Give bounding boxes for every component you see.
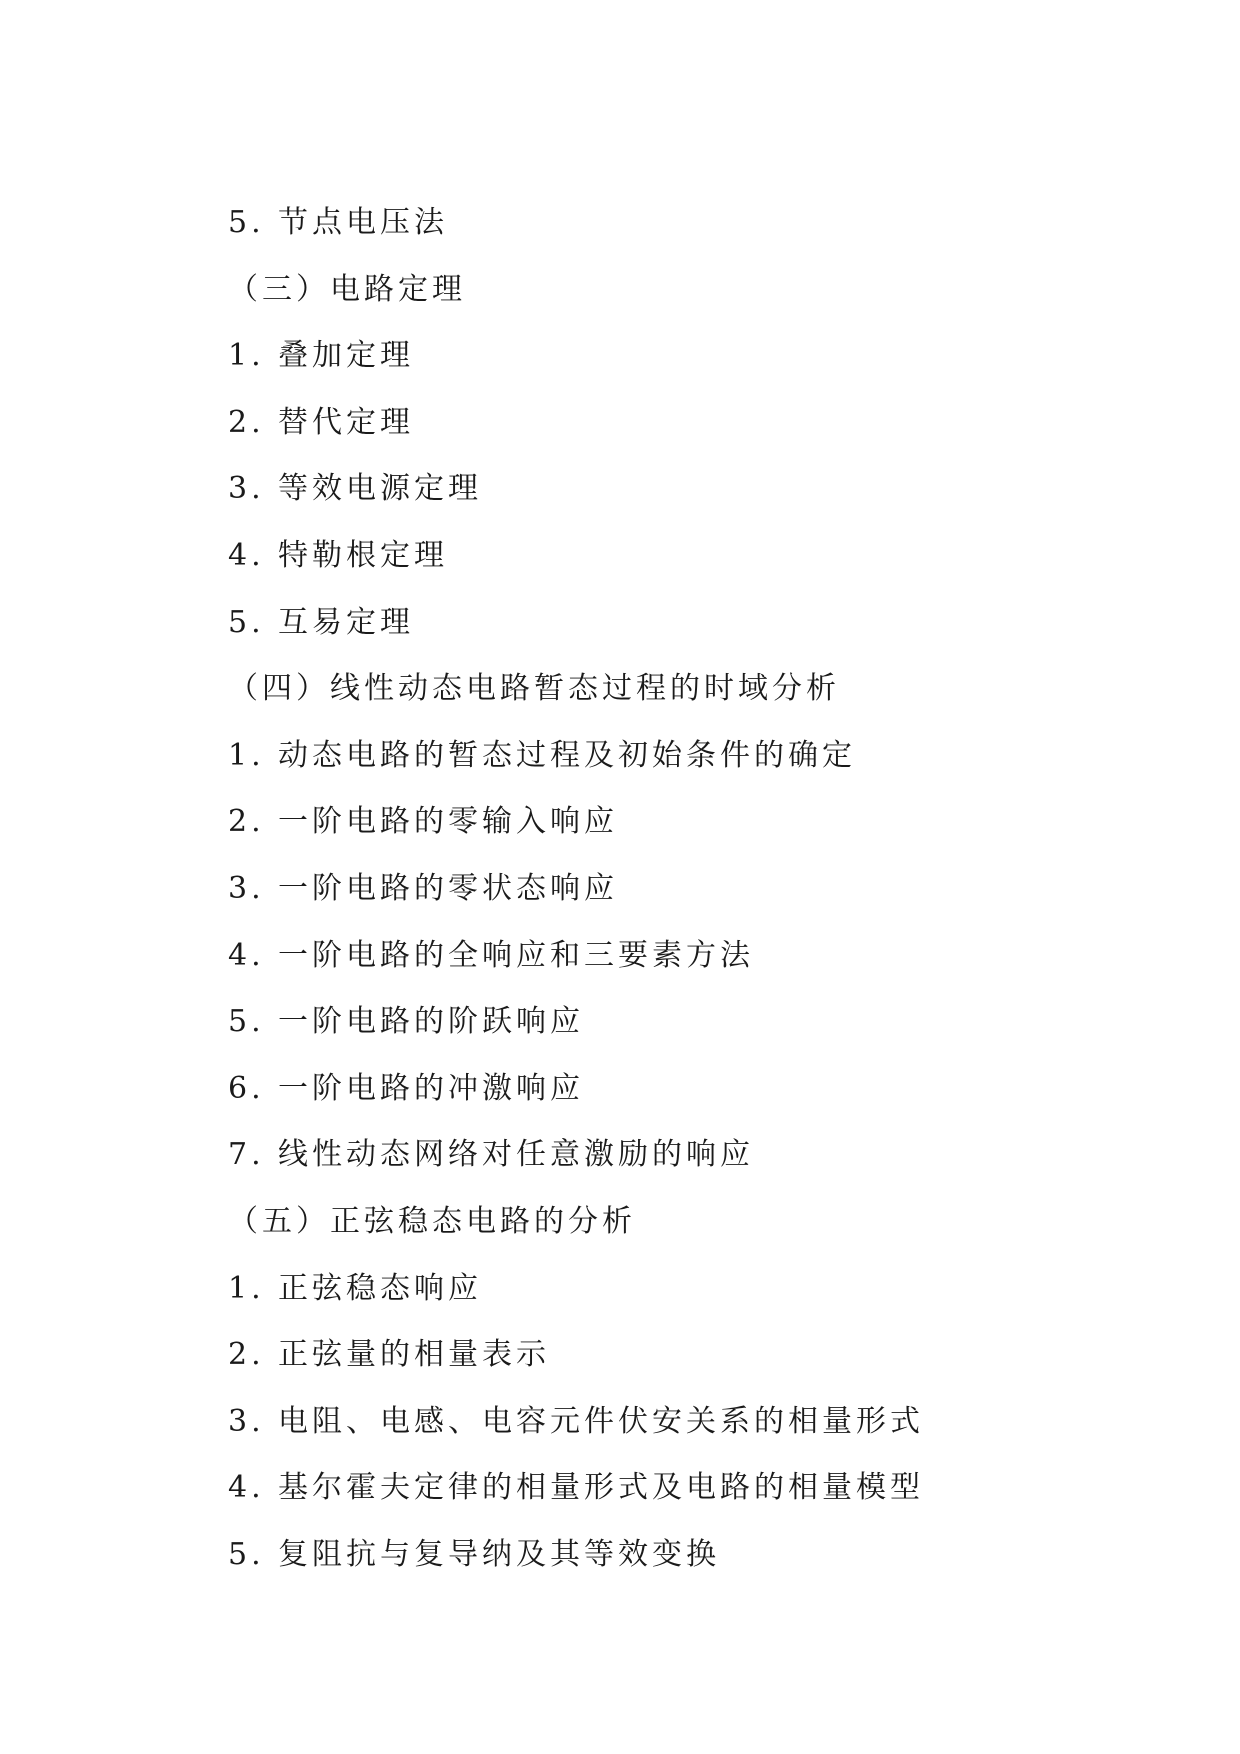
item-text: 等效电源定理 [278,471,482,507]
outline-item [228,1389,924,1456]
item-text: 复阻抗与复导纳及其等效变换 [278,1536,720,1572]
item-number: 1. [228,1270,265,1306]
outline-item [228,923,924,990]
item-number: 1. [228,737,265,773]
item-number: 3. [228,471,265,507]
item-number: 4. [228,537,265,573]
item-text: 节点电压法 [278,205,448,240]
outline-item [228,523,924,590]
item-number: 1. [228,338,265,374]
outline-item [228,390,924,457]
item-text: 互易定理 [278,604,414,640]
outline-list [228,190,924,1588]
item-number: 2. [228,1337,265,1373]
item-number: 4. [228,937,265,973]
item-text: 正弦量的相量表示 [278,1337,550,1373]
section-heading [228,656,924,723]
outline-item [228,456,924,523]
item-text: 一阶电路的零输入响应 [278,804,618,840]
item-number: 5. [228,1004,265,1040]
item-text: 替代定理 [278,404,414,440]
outline-item [228,190,924,257]
outline-item [228,1256,924,1323]
item-text: 电阻、电感、电容元件伏安关系的相量形式 [278,1403,924,1439]
item-text: 特勒根定理 [278,537,448,573]
item-number: 5. [228,604,265,640]
outline-item [228,1522,924,1589]
item-number: 6. [228,1070,265,1106]
item-number: 7. [228,1137,265,1173]
item-text: 一阶电路的零状态响应 [278,870,618,906]
item-text: 一阶电路的冲激响应 [278,1070,584,1106]
item-text: 叠加定理 [278,338,414,374]
item-number: 3. [228,1403,265,1439]
section-heading [228,257,924,324]
outline-item [228,723,924,790]
outline-item [228,989,924,1056]
outline-item [228,856,924,923]
outline-item [228,1455,924,1522]
section-heading [228,1189,924,1256]
outline-item [228,590,924,657]
item-number: 2. [228,404,265,440]
item-number: 2. [228,804,265,840]
section-text: （三）电路定理 [228,271,466,307]
item-text: 动态电路的暂态过程及初始条件的确定 [278,737,856,773]
section-text: （四）线性动态电路暂态过程的时域分析 [228,671,840,707]
section-text: （五）正弦稳态电路的分析 [228,1203,636,1239]
item-text: 线性动态网络对任意激励的响应 [278,1137,754,1173]
outline-item [228,1056,924,1123]
item-number: 5. [228,1536,265,1572]
item-text: 一阶电路的阶跃响应 [278,1004,584,1040]
item-text: 一阶电路的全响应和三要素方法 [278,937,754,973]
item-number: 5. [228,205,265,240]
item-text: 正弦稳态响应 [278,1270,482,1306]
outline-item [228,1122,924,1189]
item-number: 4. [228,1470,265,1506]
outline-item [228,1322,924,1389]
item-number: 3. [228,870,265,906]
outline-item [228,789,924,856]
outline-item [228,323,924,390]
item-text: 基尔霍夫定律的相量形式及电路的相量模型 [278,1470,924,1506]
